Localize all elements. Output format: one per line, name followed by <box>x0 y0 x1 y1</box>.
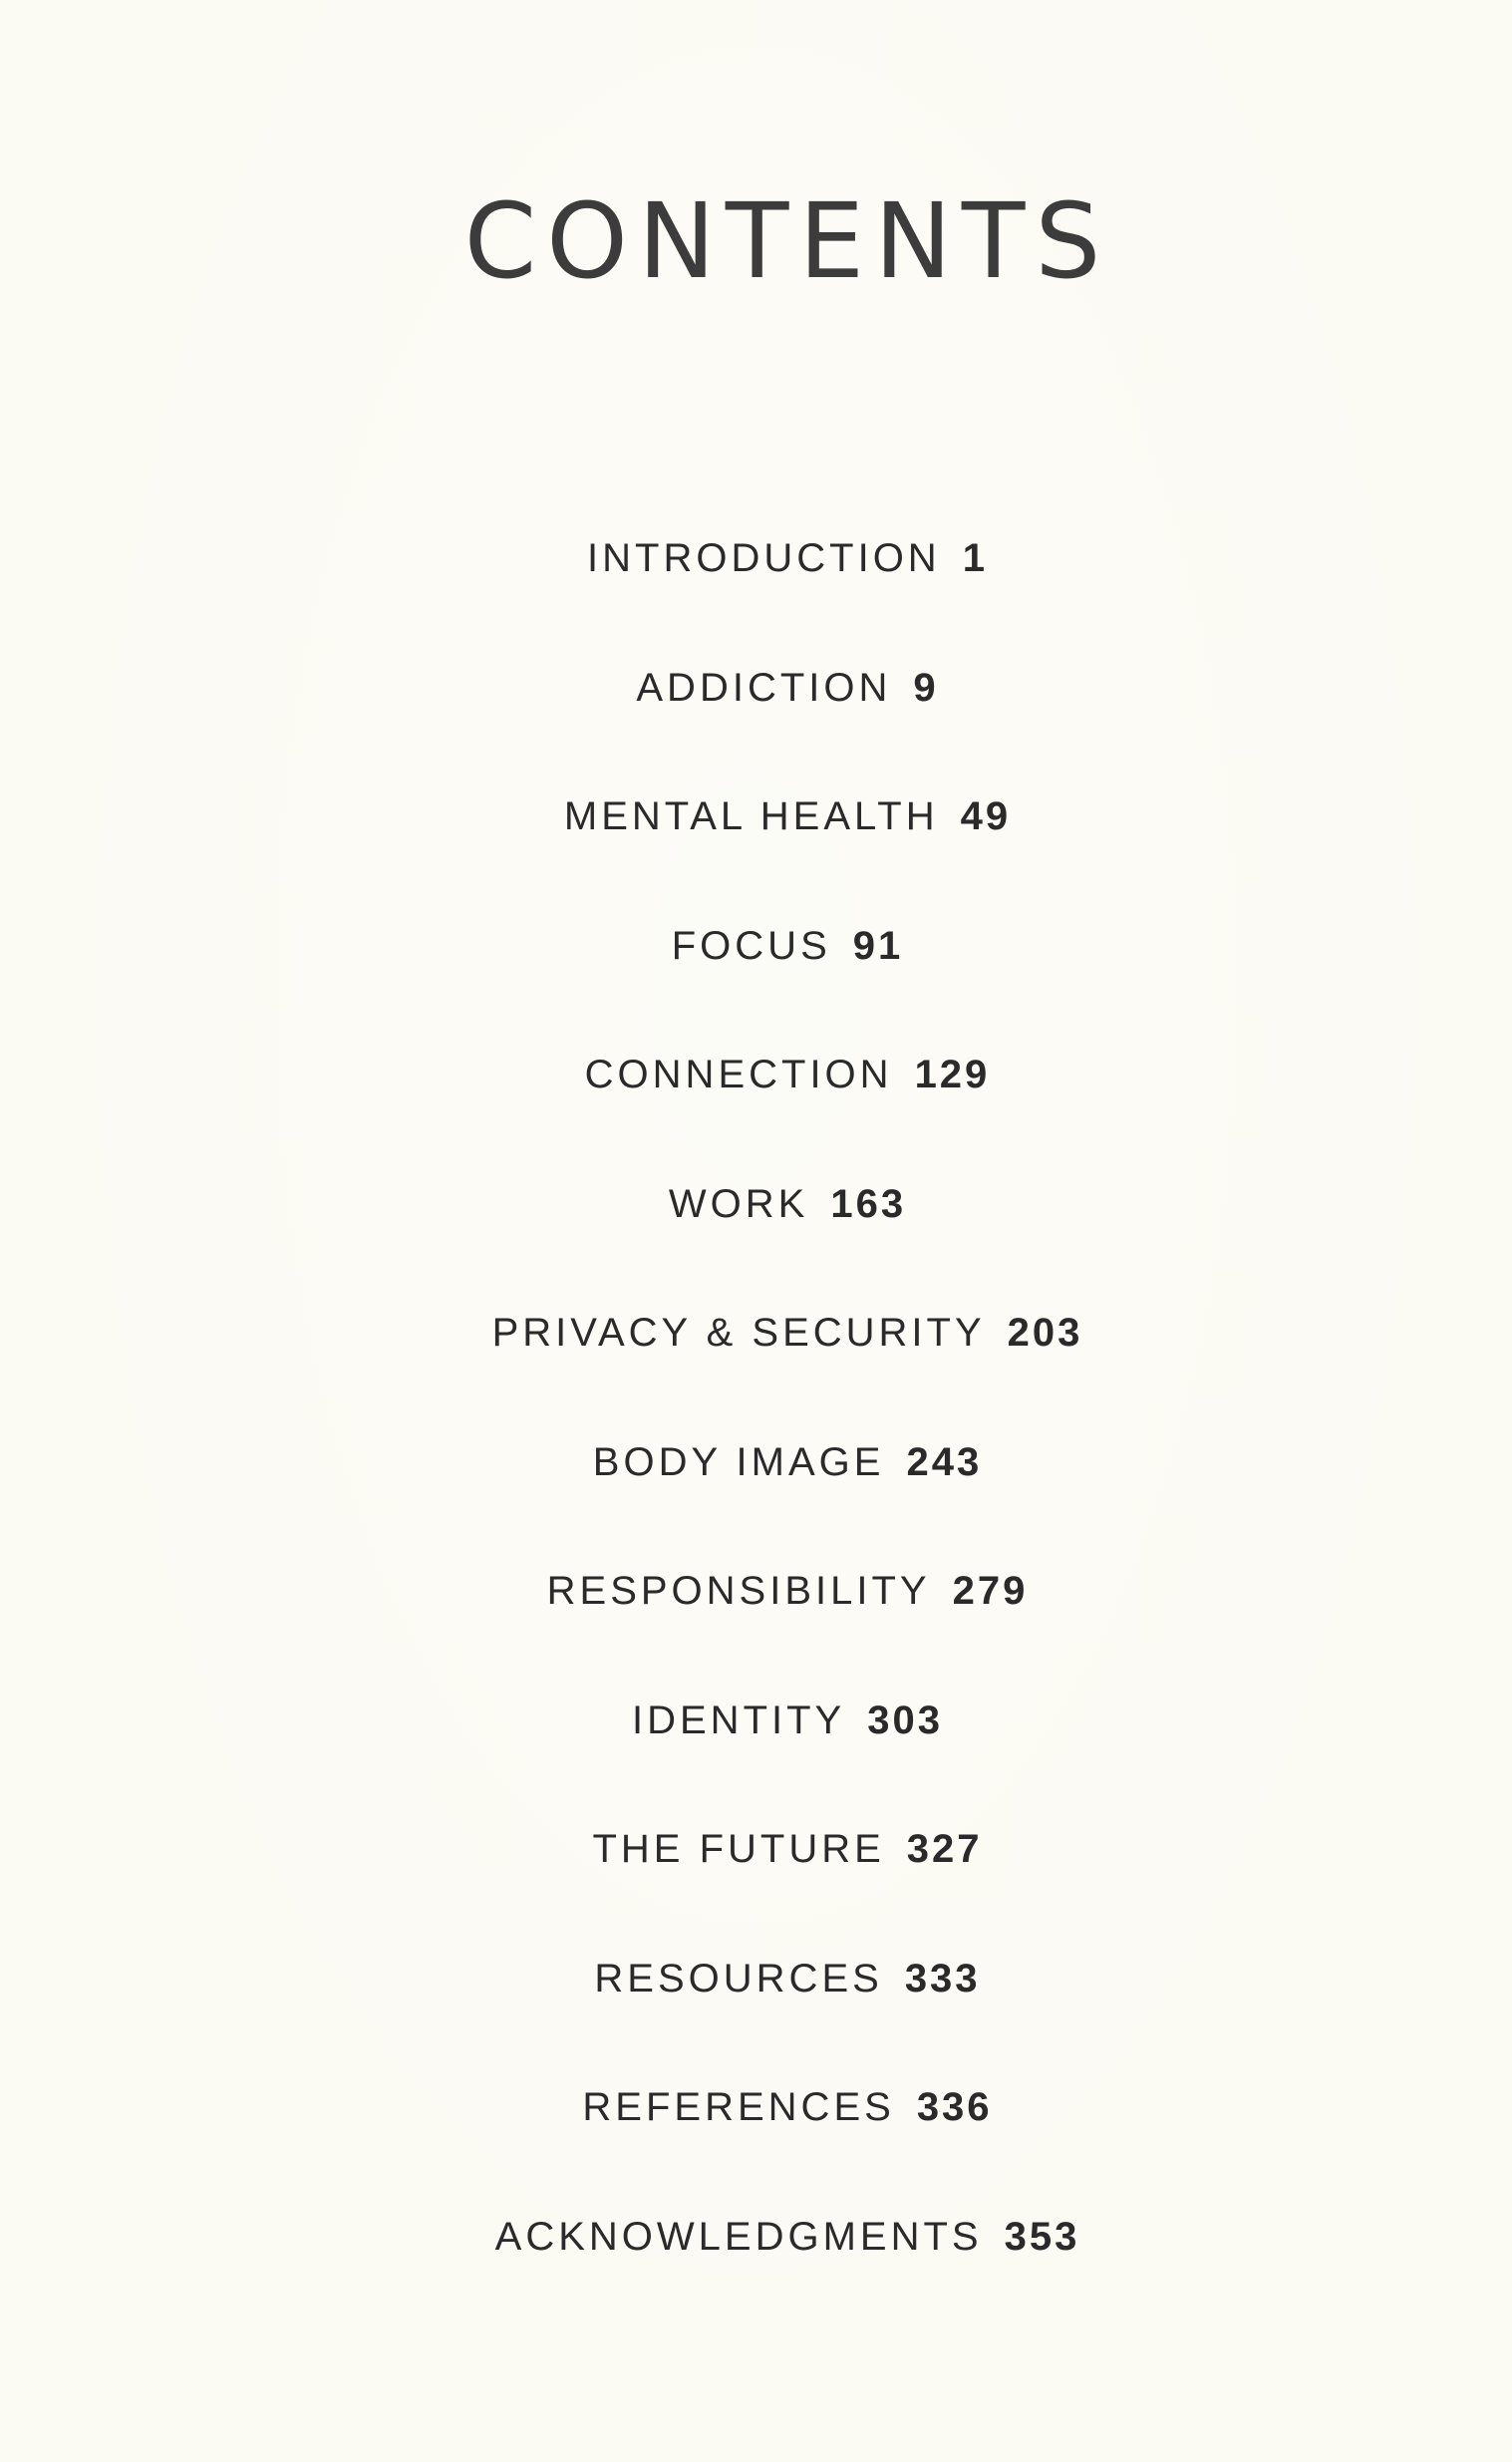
toc-entry-label: MENTAL HEALTH <box>563 794 939 838</box>
toc-entry-label: CONNECTION <box>584 1053 893 1096</box>
toc-entry-page: 9 <box>913 665 939 710</box>
toc-entry <box>0 2077 1512 2207</box>
toc-entry <box>0 1949 1512 2078</box>
toc-entry <box>0 1561 1512 1691</box>
toc-entry-page: 91 <box>852 923 904 968</box>
toc-entry-page: 327 <box>906 1827 983 1871</box>
toc-entry-label: WORK <box>668 1181 809 1226</box>
toc-entry-label: PRIVACY & SECURITY <box>491 1311 986 1355</box>
toc-entry-label: FOCUS <box>671 923 831 968</box>
toc-entry-label: ACKNOWLEDGMENTS <box>494 2214 983 2259</box>
toc-entry-page: 303 <box>867 1697 943 1742</box>
toc-entry <box>0 1691 1512 1820</box>
toc-entry-page: 1 <box>962 536 988 580</box>
toc-entry <box>0 528 1512 658</box>
toc-entry-label: BODY IMAGE <box>592 1439 885 1484</box>
toc-entry <box>0 916 1512 1046</box>
toc-entry-page: 49 <box>960 794 1012 838</box>
toc-entry-label: RESPONSIBILITY <box>546 1569 931 1613</box>
toc-entry-label: INTRODUCTION <box>587 536 941 580</box>
toc-entry-page: 333 <box>904 1956 981 2000</box>
toc-entry-page: 203 <box>1007 1311 1083 1355</box>
toc-entry-label: ADDICTION <box>636 665 892 710</box>
toc-entry-page: 336 <box>916 2085 993 2129</box>
toc-entry-page: 279 <box>952 1569 1029 1613</box>
toc-entry <box>0 658 1512 787</box>
toc-entry-label: RESOURCES <box>594 1956 883 2000</box>
toc-entry <box>0 1045 1512 1174</box>
page-title: CONTENTS <box>463 180 1111 302</box>
toc-entry <box>0 1432 1512 1562</box>
toc-entry <box>0 1819 1512 1949</box>
toc-entry <box>0 1174 1512 1304</box>
toc-entry-label: THE FUTURE <box>592 1827 885 1871</box>
toc-entry-label: REFERENCES <box>582 2085 895 2129</box>
toc-entry-label: IDENTITY <box>632 1697 846 1742</box>
table-of-contents <box>0 528 1512 2335</box>
toc-entry-page: 163 <box>830 1181 907 1226</box>
toc-entry <box>0 786 1512 916</box>
toc-entry-page: 243 <box>906 1439 983 1484</box>
toc-entry-page: 129 <box>914 1053 991 1096</box>
toc-entry <box>0 1303 1512 1432</box>
toc-entry-page: 353 <box>1004 2214 1080 2259</box>
toc-entry <box>0 2207 1512 2336</box>
